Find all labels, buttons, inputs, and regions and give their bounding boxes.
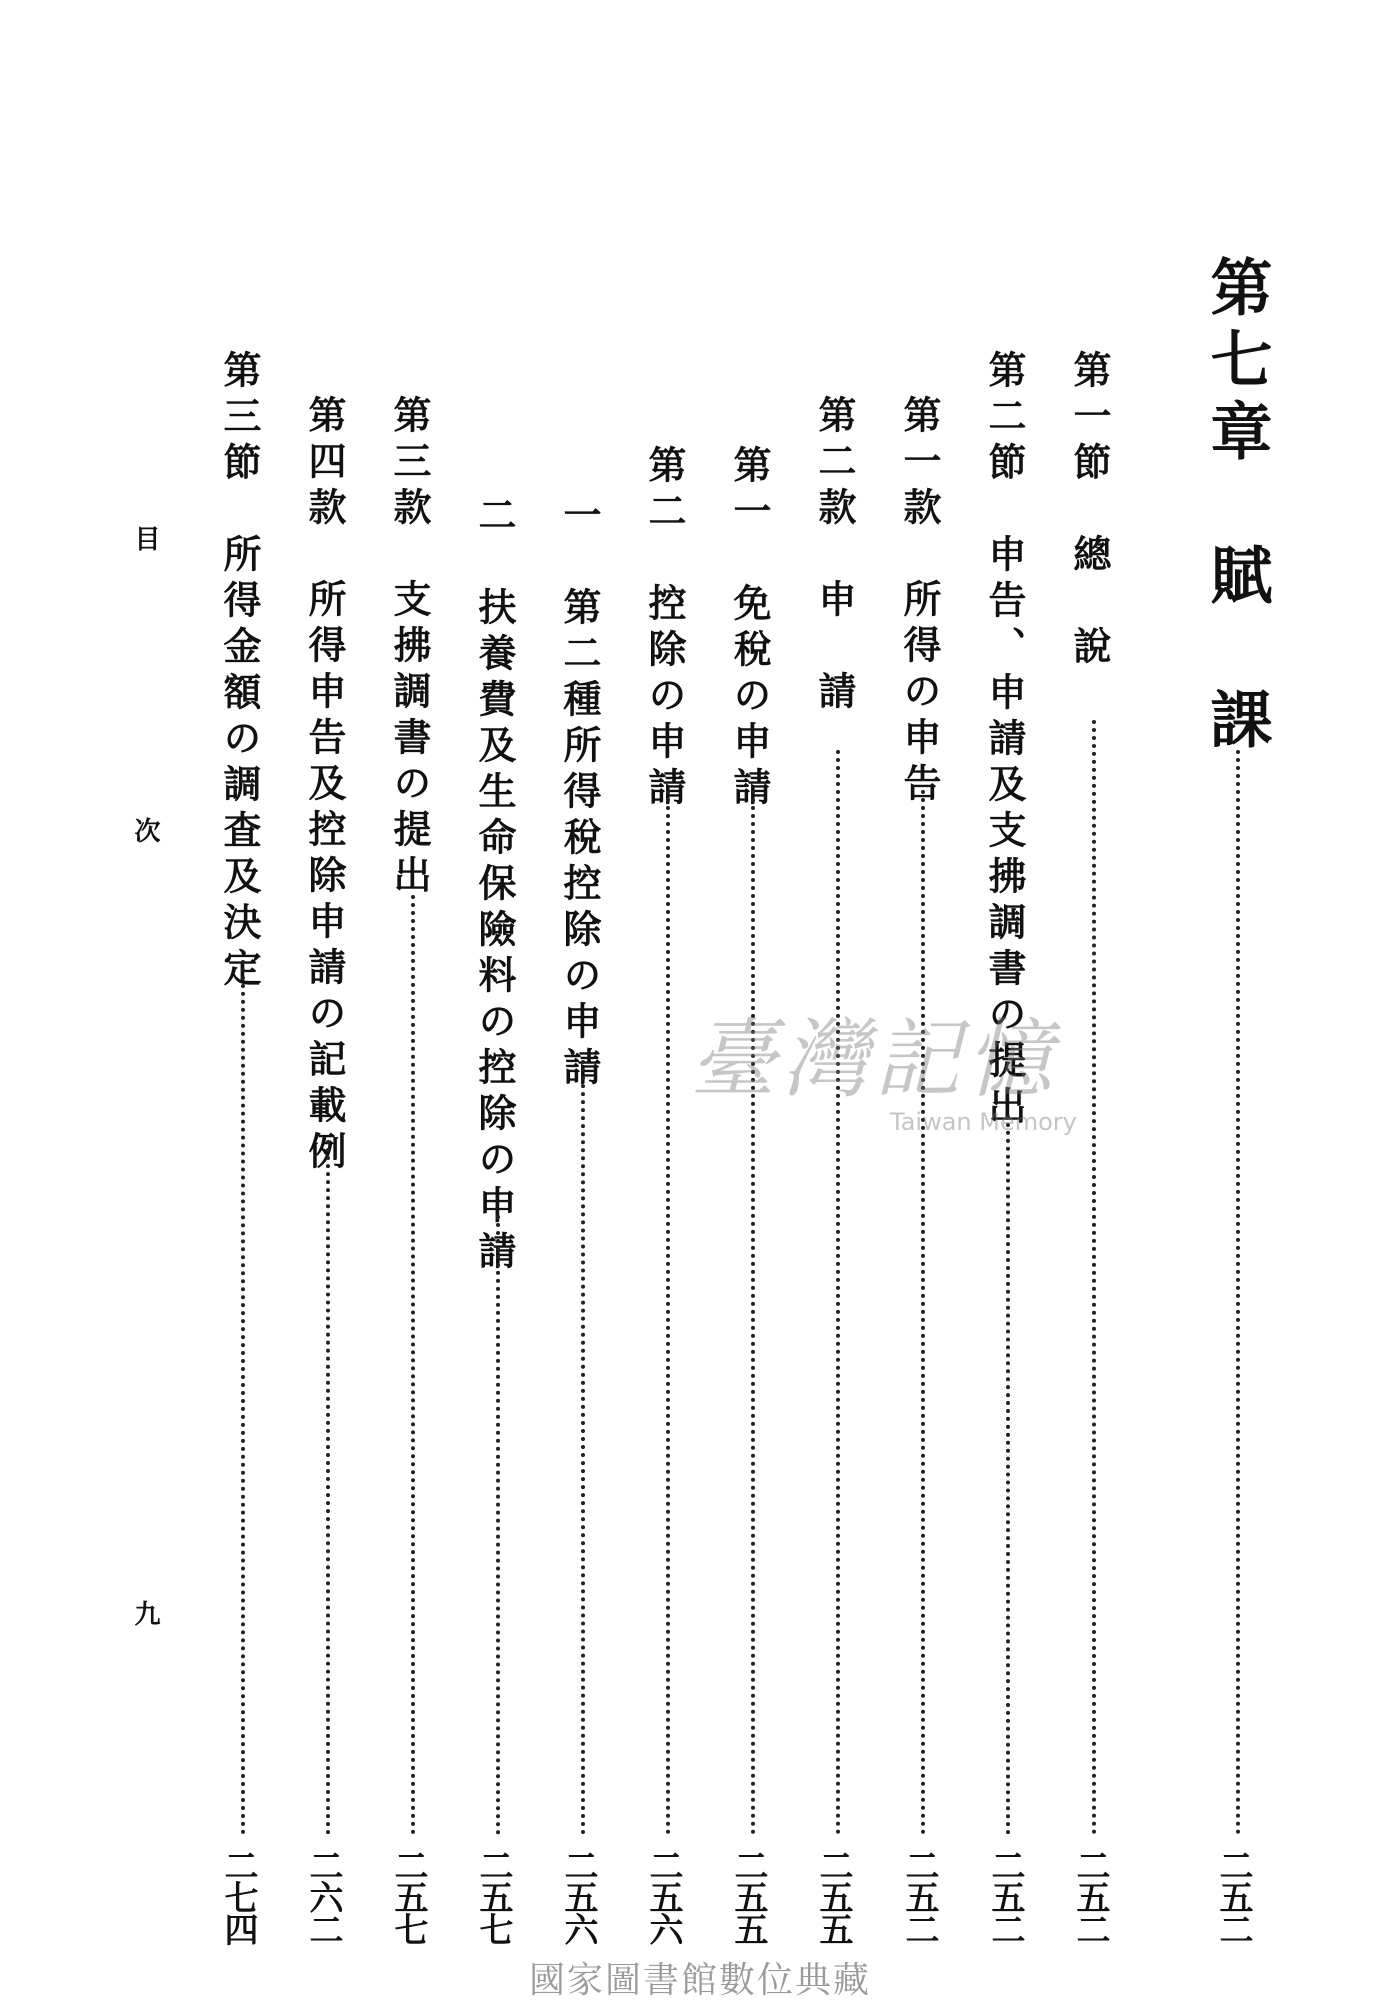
toc-entry-page: 二五六: [643, 1848, 683, 1944]
leader-dots: [241, 960, 245, 1835]
toc-entry-label: 第二款 申 請: [812, 395, 857, 717]
watermark-sub: Taiwan Memory: [890, 1108, 1077, 1136]
leader-dots: [751, 790, 755, 1835]
leader-dots: [921, 790, 925, 1835]
toc-entry-label: 第二節 申告、申請及支拂調書の提出: [982, 350, 1027, 1132]
leader-dots: [666, 790, 670, 1835]
toc-entry-page: 二五五: [728, 1848, 768, 1944]
toc-entry-label: 第四款 所得申告及控除申請の記載例: [302, 395, 347, 1177]
side-header: 目 次: [130, 525, 160, 963]
leader-dots: [411, 895, 415, 1835]
toc-entry-page: 二五二: [899, 1848, 939, 1944]
toc-entry-label: 二 扶養費及生命保險料の控除の申請: [472, 495, 517, 1277]
toc-entry-page: 二五二: [985, 1848, 1025, 1944]
leader-dots: [1236, 750, 1240, 1835]
toc-entry-label: 第一 免稅の申請: [727, 445, 772, 813]
toc-entry-page: 二五六: [558, 1848, 598, 1944]
leader-dots: [1092, 720, 1096, 1835]
toc-entry-label: 第三款 支拂調書の提出: [387, 395, 432, 901]
toc-entry-page: 二六二: [303, 1848, 343, 1944]
leader-dots: [326, 1140, 330, 1835]
page-number: 九: [130, 1600, 160, 1626]
watermark-main: 臺灣記憶: [690, 1010, 1058, 1110]
leader-dots: [1006, 1115, 1010, 1835]
leader-dots: [581, 1060, 585, 1835]
toc-entry-label: 第一款 所得の申告: [897, 395, 942, 809]
chapter-title: 第七章 賦 課: [1200, 255, 1273, 759]
toc-entry-label: 第三節 所得金額の調査及決定: [217, 350, 262, 994]
footer-credit: 國家圖書館數位典藏: [528, 1960, 871, 2001]
toc-entry-page: 二七四: [218, 1848, 258, 1944]
toc-entry-page: 二五七: [388, 1848, 428, 1944]
leader-dots: [836, 750, 840, 1835]
chapter-page: 二五二: [1213, 1848, 1253, 1944]
toc-entry-label: 一 第二種所得稅控除の申請: [557, 495, 602, 1093]
toc-entry-label: 第二 控除の申請: [642, 445, 687, 813]
toc-entry-label: 第一節 總 說: [1067, 350, 1112, 672]
toc-entry-page: 二五七: [473, 1848, 513, 1944]
leader-dots: [496, 1215, 500, 1835]
toc-entry-page: 二五五: [813, 1848, 853, 1944]
toc-entry-page: 二五二: [1070, 1848, 1110, 1944]
